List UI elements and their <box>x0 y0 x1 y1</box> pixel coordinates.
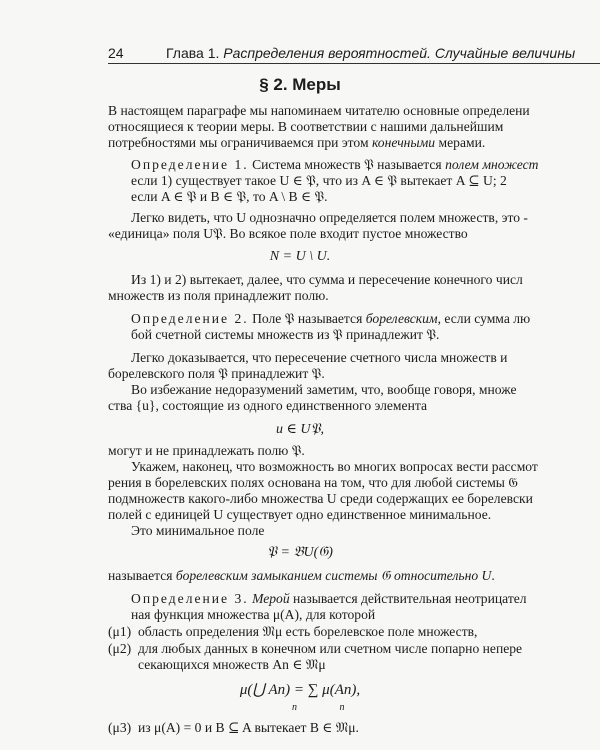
paragraph-line: Укажем, наконец, что возможность во многих вопросах вести рассмот <box>131 459 538 474</box>
paragraph-line: полей с единицей U существует одно единственное минимальное. <box>108 507 492 522</box>
axiom-mu3: из μ(A) = 0 и B ⊆ A вытекает B ∈ 𝔐μ. <box>138 720 359 735</box>
paragraph-line: В настоящем параграфе мы напоминаем читателю основные определени <box>108 103 530 118</box>
axiom-mu1: область определения 𝔐μ есть борелевское поле множеств, <box>138 624 478 639</box>
section-title: § 2. Меры <box>259 75 341 94</box>
running-header <box>108 45 600 64</box>
formula-element: u ∈ U𝔓, <box>276 422 324 437</box>
paragraph-line: Это минимальное поле <box>131 523 265 538</box>
definition-2: Определение 2. Поле 𝔓 называется борелевским, если сумма лю <box>131 311 531 326</box>
paragraph-line: множеств из поля принадлежит полю. <box>108 288 329 303</box>
axiom-mu3-label: (μ3) <box>108 720 132 735</box>
paragraph-line: потребностями мы ограничиваемся при этом конечными мерами. <box>108 135 486 150</box>
paragraph-line: Из 1) и 2) вытекает, далее, что сумма и пересечение конечного числ <box>131 272 523 287</box>
definition-3: Определение 3. Мерой называется действительная неотрицател <box>131 591 527 606</box>
definition-1-line: если 1) существует такое U ∈ 𝔓, что из A ∈ 𝔓 вытекает A ⊆ U; 2 <box>131 173 507 188</box>
paragraph-line: рения в борелевских полях основана на том, что для любой системы 𝔊 <box>108 475 518 490</box>
paragraph-line: Во избежание недоразумений заметим, что, вообще говоря, множе <box>131 382 517 397</box>
definition-1: Определение 1. Система множеств 𝔓 называется полем множест <box>131 157 539 172</box>
paragraph-line: Легко видеть, что U однозначно определяется полем множеств, это - <box>131 210 528 225</box>
paragraph-line: «единица» поля U𝔓. Во всякое поле входит пустое множество <box>108 226 468 241</box>
formula-additivity-indices: n n <box>292 702 345 713</box>
paragraph-line: Легко доказывается, что пересечение счетного числа множеств и <box>131 350 508 365</box>
definition-2-line: бой счетной системы множеств из 𝔓 принадлежит 𝔓. <box>131 327 440 342</box>
paragraph-line: ства {u}, состоящие из одного единственного элемента <box>108 398 427 413</box>
axiom-mu2-line: секающихся множеств An ∈ 𝔐μ <box>138 657 326 672</box>
page-number: 24 <box>108 45 124 61</box>
formula-borel-closure: 𝔓 = 𝔅U(𝔊) <box>267 545 333 560</box>
axiom-mu2: для любых данных в конечном или счетном числе попарно непере <box>138 641 523 656</box>
formula-additivity: μ(⋃ An) = ∑ μ(An), <box>239 682 361 698</box>
paragraph-line: подмножеств какого-либо множества U среди содержащих ее борелевски <box>108 491 533 506</box>
paragraph-line: могут и не принадлежать полю 𝔓. <box>108 443 305 458</box>
paragraph-line: относящиеся к теории меры. В соответствии с нашими дальнейшим <box>108 119 504 134</box>
axiom-mu1-label: (μ1) <box>108 624 132 639</box>
paragraph-line: называется борелевским замыканием системы 𝔊 относительно U. <box>108 568 495 583</box>
definition-3-line: ная функция множества μ(A), для которой <box>131 607 376 622</box>
chapter-heading: Глава 1. Распределения вероятностей. Случайные величины <box>166 45 576 61</box>
axiom-mu2-label: (μ2) <box>108 641 132 656</box>
formula-empty-set: N = U \ U. <box>269 249 331 264</box>
paragraph-line: борелевского поля 𝔓 принадлежит 𝔓. <box>108 366 325 381</box>
definition-1-line: если A ∈ 𝔓 и B ∈ 𝔓, то A \ B ∈ 𝔓. <box>131 189 328 204</box>
